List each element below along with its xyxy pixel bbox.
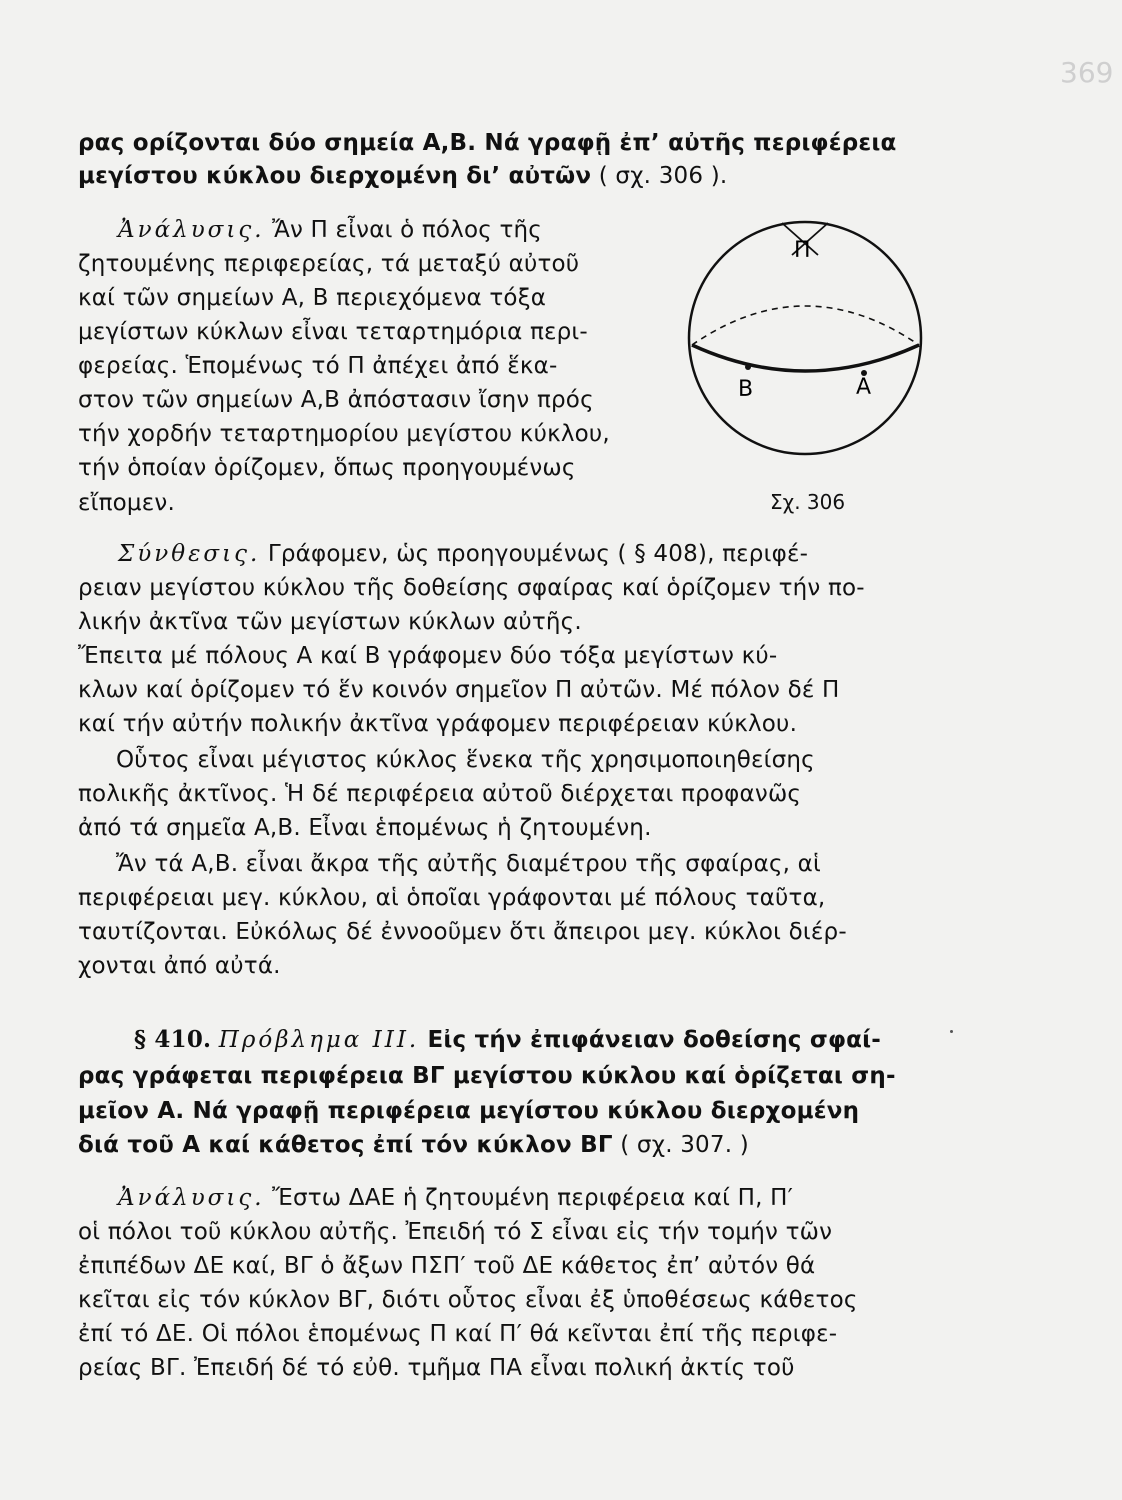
analysis2-heading: Ἀνάλυσις. [118,1185,265,1211]
analysis2-line-2: οἱ πόλοι τοῦ κύκλου αὐτῆς. Ἐπειδή τό Σ εἶναι εἰς τήν τομήν τῶν [78,1219,833,1245]
analysis1-line-4: μεγίστων κύκλων εἶναι τεταρτημόρια περι- [78,319,588,345]
analysis2-line-1 [118,1183,793,1213]
synthesis-line-1-text: Γράφομεν, ὡς προηγουμένως ( § 408), περιφέ- [260,541,809,567]
analysis2-line-6: ρείας ΒΓ. Ἐπειδή δέ τό εὐθ. τμῆμα ΠΑ εἶναι πολική ἀκτίς τοῦ [78,1355,795,1381]
intro-line-1: ρας ορίζονται δύο σημεία Α,Β. Νά γραφῇ ἐπ’ αὐτῆς περιφέρεια [78,130,897,156]
label-pole: Π [794,238,811,263]
great-circle-back-arc [692,306,919,345]
analysis2-line-4: κεῖται εἰς τόν κύκλον ΒΓ, διότι οὗτος εἶναι ἐξ ὑποθέσεως κάθετος [78,1287,858,1313]
analysis2-line-1-text: Ἔστω ΔΑΕ ἡ ζητουμένη περιφέρεια καί Π, Π′ [264,1185,794,1211]
problem410-line-1-text: Εἰς τήν ἐπιφάνειαν δοθείσης σφαί- [419,1027,882,1053]
problem410-line-4-ref: ( σχ. 307. ) [612,1132,749,1158]
scan-speck [950,1030,953,1033]
analysis2-line-5: ἐπί τό ΔΕ. Οἱ πόλοι ἑπομένως Π καί Π′ θά κεῖνται ἐπί τῆς περιφε- [78,1321,838,1347]
label-b: Β [738,377,754,402]
synthesis-line-8: πολικῆς ἀκτῖνος. Ἡ δέ περιφέρεια αὐτοῦ διέρχεται προφανῶς [78,781,802,807]
analysis1-line-6: στον τῶν σημείων Α,Β ἀπόστασιν ἴσην πρός [78,387,594,413]
label-a: Α [856,375,872,400]
synthesis-line-3: λικήν ἀκτῖνα τῶν μεγίστων κύκλων αὐτῆς. [78,609,582,635]
problem410-line-4-bold: διά τοῦ Α καί κάθετος ἐπί τόν κύκλον ΒΓ [78,1132,613,1158]
analysis2-line-3: ἐπιπέδων ΔΕ καί, ΒΓ ὁ ἄξων ΠΣΠ′ τοῦ ΔΕ κάθετος ἐπ’ αὐτόν θά [78,1253,816,1279]
synthesis-line-1 [118,539,808,569]
synthesis-line-2: ρειαν μεγίστου κύκλου τῆς δοθείσης σφαίρας καί ὁρίζομεν τήν πο- [78,575,865,601]
synthesis-heading: Σύνθεσις. [118,541,261,567]
synthesis-line-5: κλων καί ὁρίζομεν τό ἕν κοινόν σημεῖον Π αὐτῶν. Μέ πόλον δέ Π [78,677,840,703]
figure-306-sphere [680,215,940,475]
analysis1-heading: Ἀνάλυσις. [118,217,265,243]
figure-306-caption: Σχ. 306 [770,490,846,514]
synthesis-line-4: Ἔπειτα μέ πόλους Α καί Β γράφομεν δύο τόξα μεγίστων κύ- [78,643,778,669]
problem410-line-1 [134,1025,881,1055]
analysis1-line-1 [118,215,542,245]
problem410-line-4 [78,1130,749,1160]
synthesis-line-7: Οὗτος εἶναι μέγιστος κύκλος ἕνεκα τῆς χρησιμοποιηθείσης [116,747,815,773]
page-number: 369 [1060,56,1114,89]
analysis1-line-7: τήν χορδήν τεταρτημορίου μεγίστου κύκλου, [78,421,610,447]
analysis1-line-3: καί τῶν σημείων Α, Β περιεχόμενα τόξα [78,285,547,311]
problem410-line-3: μεῖον Α. Νά γραφῇ περιφέρεια μεγίστου κύκλου διερχομένη [78,1098,860,1124]
intro-line-2 [78,161,727,191]
analysis1-line-1-text: Ἄν Π εἶναι ὁ πόλος τῆς [264,217,542,243]
point-b [745,364,751,370]
problem410-line-2: ρας γράφεται περιφέρεια ΒΓ μεγίστου κύκλου καί ὁρίζεται ση- [78,1063,896,1089]
analysis1-line-2: ζητουμένης περιφερείας, τά μεταξύ αὐτοῦ [78,251,580,277]
synthesis-line-12: ταυτίζονται. Εὐκόλως δέ ἐννοοῦμεν ὅτι ἄπειροι μεγ. κύκλοι διέρ- [78,919,847,945]
synthesis-line-10: Ἄν τά Α,Β. εἶναι ἄκρα τῆς αὐτῆς διαμέτρου τῆς σφαίρας, αἱ [116,851,822,877]
analysis1-line-5: φερείας. Ἑπομένως τό Π ἀπέχει ἀπό ἕκα- [78,353,558,379]
analysis1-line-9: εἴπομεν. [78,490,175,516]
synthesis-line-6: καί τήν αὐτήν πολικήν ἀκτῖνα γράφομεν περιφέρειαν κύκλου. [78,711,798,737]
intro-line-2-ref: ( σχ. 306 ). [591,163,728,189]
section-410-number: § 410. [134,1026,212,1053]
intro-line-2-bold: μεγίστου κύκλου διερχομένη δι’ αὐτῶν [78,163,592,189]
synthesis-line-11: περιφέρειαι μεγ. κύκλου, αἱ ὁποῖαι γράφονται μέ πόλους ταῦτα, [78,885,826,911]
synthesis-line-9: ἀπό τά σημεῖα Α,Β. Εἶναι ἑπομένως ἡ ζητουμένη. [78,815,652,841]
great-circle-front-arc [692,345,919,371]
synthesis-line-13: χονται ἀπό αὐτά. [78,953,281,979]
analysis1-line-8: τήν ὁποίαν ὁρίζομεν, ὅπως προηγουμένως [78,455,576,481]
problem410-heading: Πρόβλημα ΙΙΙ. [218,1027,420,1053]
